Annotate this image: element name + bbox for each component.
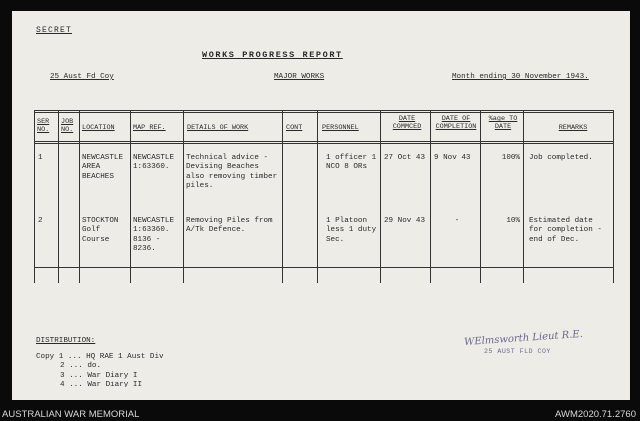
row1-completed: 9 Nov 43	[434, 154, 471, 162]
row1-map-ref: NEWCASTLE 1:63360.	[133, 154, 175, 172]
document-page	[12, 11, 630, 400]
report-title: WORKS PROGRESS REPORT	[202, 50, 343, 60]
col-header-remarks: REMARKS	[558, 124, 588, 132]
col-header-cont: CONT	[286, 124, 303, 132]
row2-location: STOCKTON Golf Course	[82, 217, 119, 244]
distribution-line: 3 ... War Diary I	[60, 371, 138, 380]
col-header-percent: %age TO DATE	[488, 115, 518, 132]
row1-personnel: 1 officer 1 NCO 8 ORs	[326, 154, 377, 172]
col-rule	[380, 110, 381, 283]
col-rule	[613, 110, 614, 283]
col-rule	[34, 110, 35, 283]
footer-accession-number: AWM2020.71.2760	[555, 409, 636, 420]
row1-remarks: Job completed.	[529, 154, 593, 162]
distribution-list	[36, 353, 164, 387]
bottom-rule	[34, 267, 614, 268]
report-period: Month ending 30 November 1943.	[452, 73, 589, 81]
row2-personnel: 1 Platoon less 1 duty Sec.	[326, 217, 377, 244]
row2-ser: 2	[38, 217, 43, 225]
distribution-line: 2 ... do.	[60, 362, 102, 371]
col-header-job: JOB NO.	[61, 118, 74, 135]
unit-stamp: 25 AUST FLD COY	[484, 348, 551, 355]
col-header-completion: DATE OF COMPLETION	[435, 115, 477, 132]
unit-name: 25 Aust Fd Coy	[50, 73, 114, 81]
row2-map-ref: NEWCASTLE 1:63360. 8136 - 8236.	[133, 217, 175, 254]
table-top-rule	[34, 110, 614, 111]
section-title: MAJOR WORKS	[274, 73, 325, 81]
footer-institution: AUSTRALIAN WAR MEMORIAL	[2, 409, 140, 420]
col-header-location: LOCATION	[82, 124, 115, 132]
row1-commenced: 27 Oct 43	[384, 154, 426, 162]
distribution-line: 4 ... War Diary II	[60, 381, 143, 388]
col-rule	[317, 110, 318, 283]
header-rule-double	[34, 143, 614, 144]
row2-percent: 10%	[506, 217, 520, 225]
col-header-commenced: DATE COMMCED	[392, 115, 422, 132]
col-rule	[282, 110, 283, 283]
col-rule	[79, 110, 80, 283]
row2-completed: -	[454, 217, 460, 225]
works-table	[34, 110, 614, 283]
col-header-map-ref: MAP REF.	[133, 124, 166, 132]
col-rule	[58, 110, 59, 283]
col-header-ser: SER NO.	[37, 118, 50, 135]
row2-remarks: Estimated date for completion - end of Dec.	[529, 217, 602, 244]
row1-ser: 1	[38, 154, 43, 162]
row1-percent: 100%	[501, 154, 520, 162]
header-rule	[34, 141, 614, 142]
col-rule	[480, 110, 481, 283]
col-rule	[430, 110, 431, 283]
row1-details: Technical advice - Devising Beaches also removing timber piles.	[186, 154, 278, 191]
col-rule	[523, 110, 524, 283]
classification-mark: SECRET	[36, 26, 73, 35]
table-top-rule-double	[34, 112, 614, 113]
row2-commenced: 29 Nov 43	[384, 217, 426, 225]
distribution-line: Copy 1 ... HQ RAE 1 Aust Div	[36, 353, 164, 361]
col-header-details: DETAILS OF WORK	[187, 124, 249, 132]
row1-location: NEWCASTLE AREA BEACHES	[82, 154, 124, 181]
col-header-personnel: PERSONNEL	[322, 124, 359, 132]
row2-details: Removing Piles from A/Tk Defence.	[186, 217, 273, 235]
col-rule	[183, 110, 184, 283]
col-rule	[130, 110, 131, 283]
distribution-label: DISTRIBUTION:	[36, 337, 96, 345]
handwritten-signature: WElmsworth Lieut R.E.	[463, 328, 584, 349]
